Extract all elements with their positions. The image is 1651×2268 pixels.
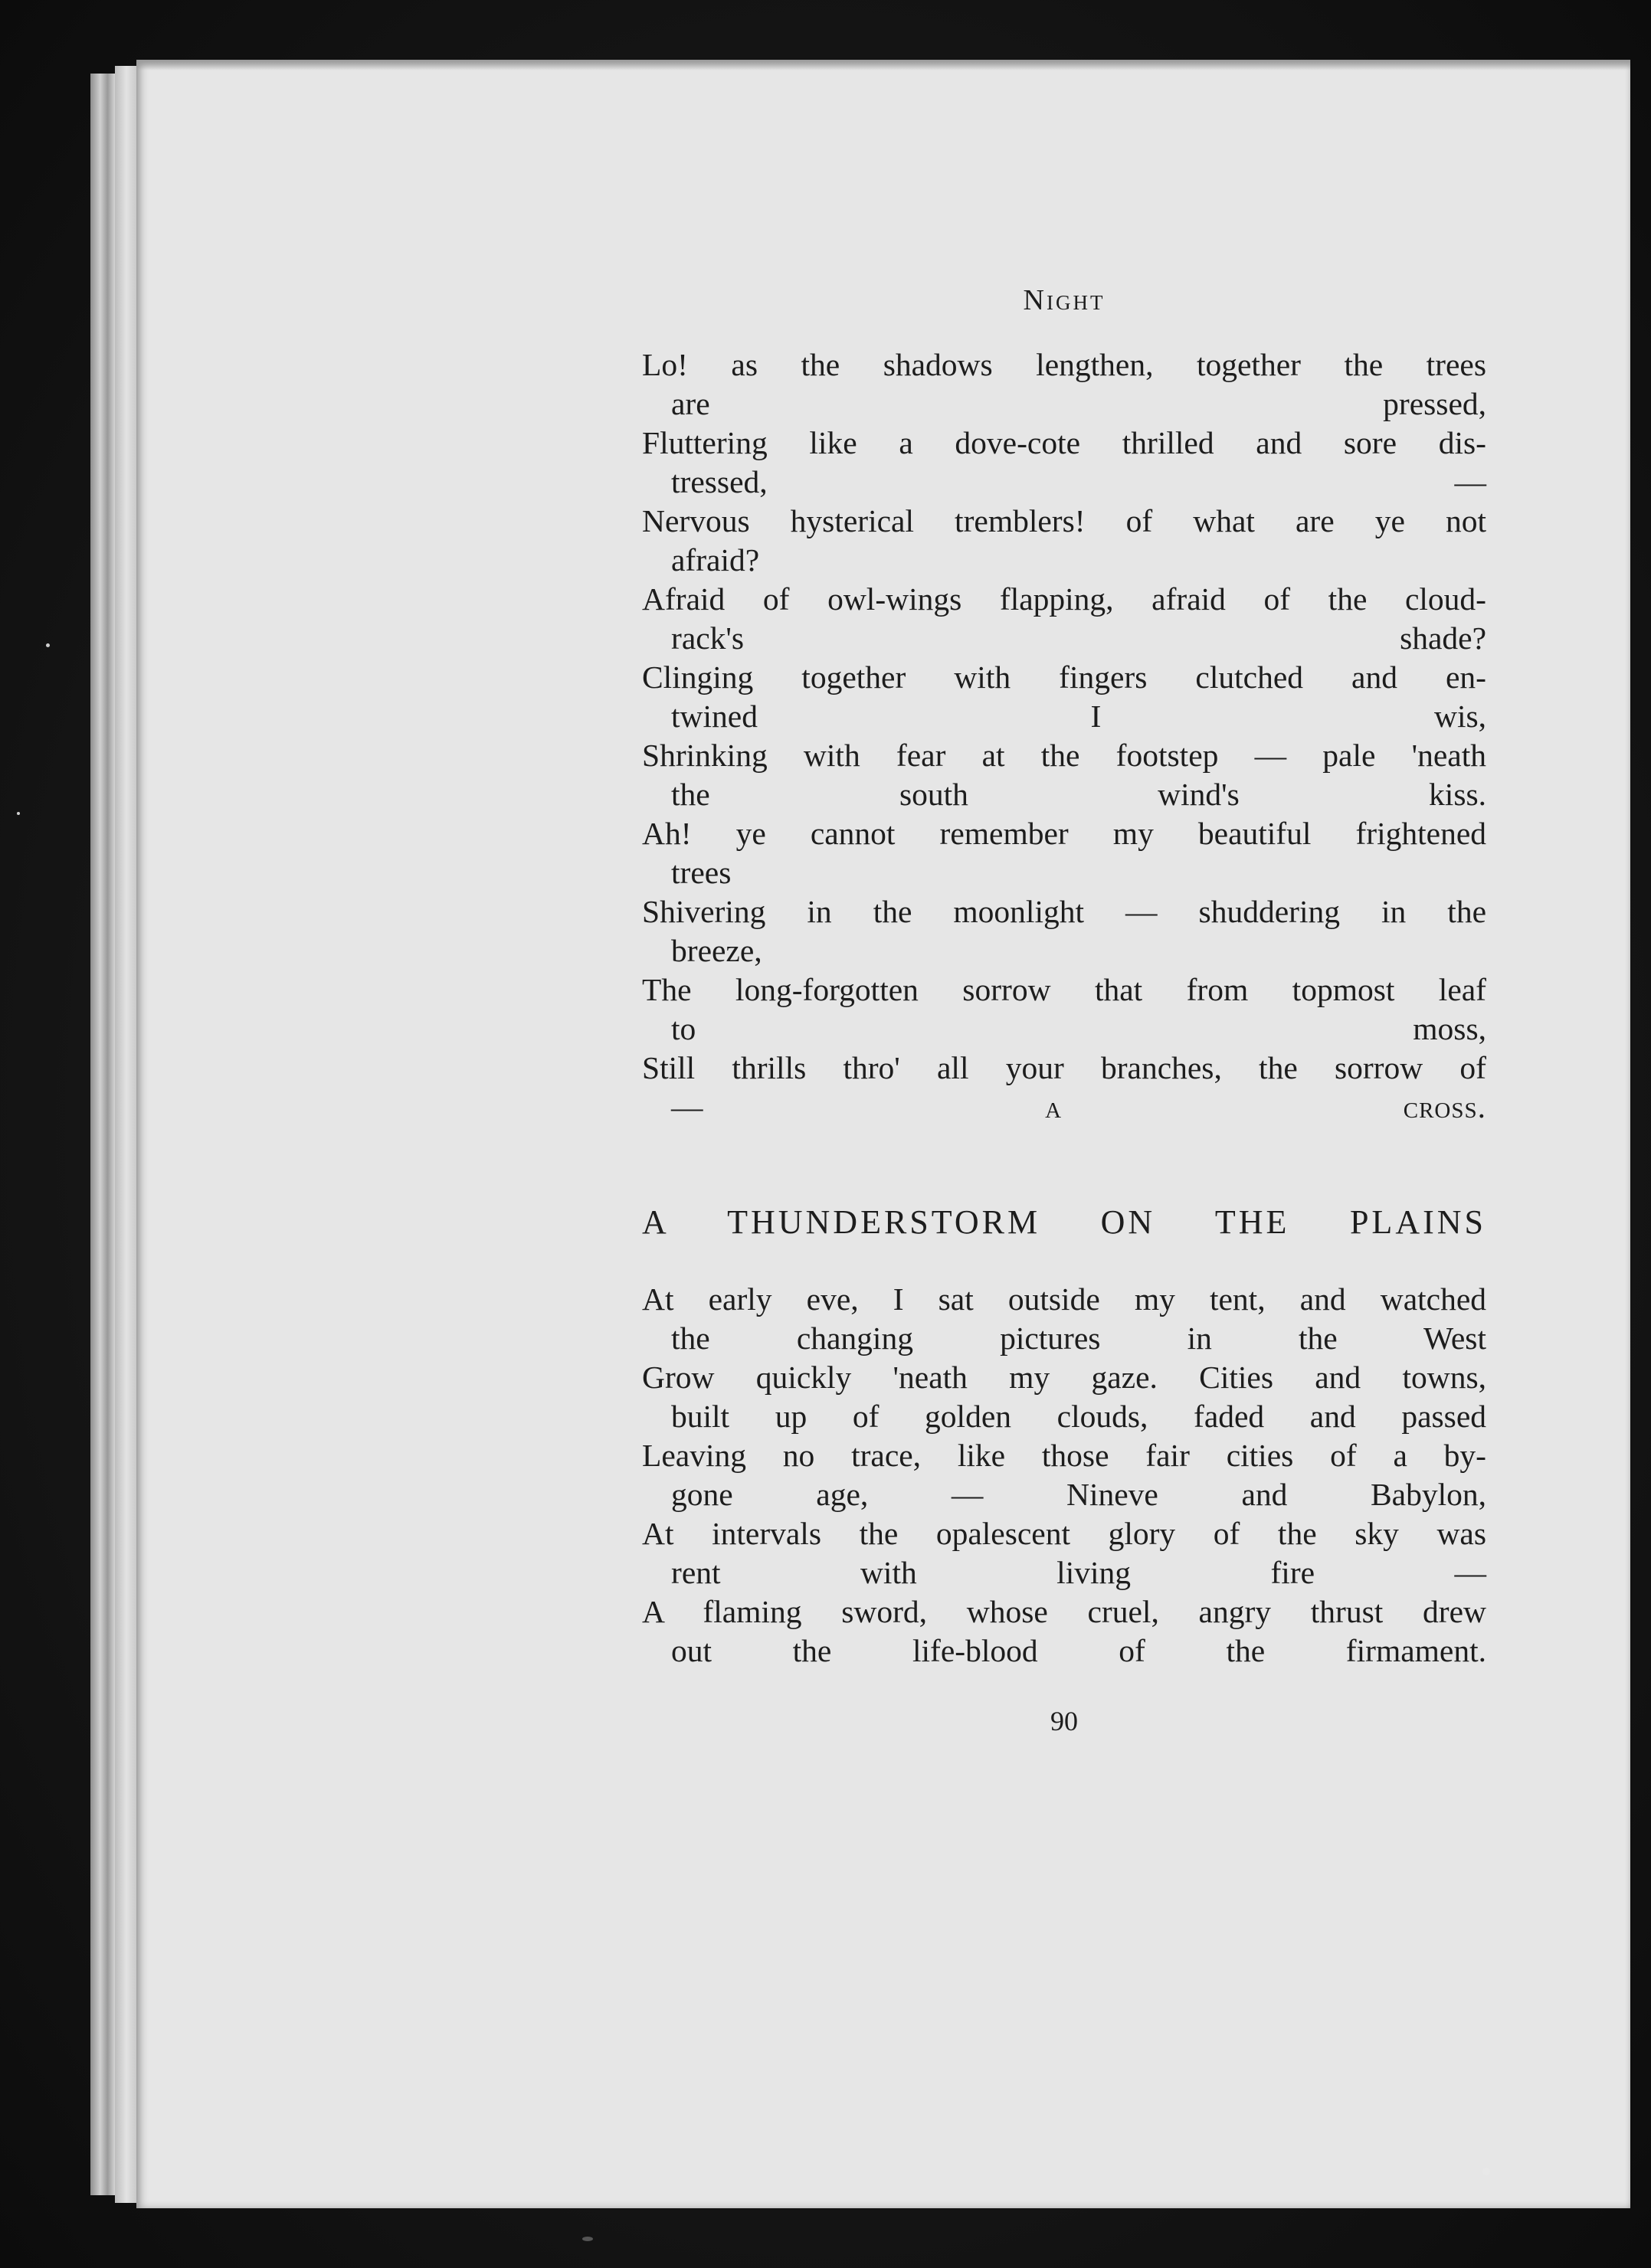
poem-title-night: Night (1023, 284, 1106, 316)
verse-line: Ah! ye cannot remember my beautiful frightened trees (642, 816, 1486, 890)
scan-speck (17, 812, 20, 815)
verse-line: Fluttering like a dove-cote thrilled and sore dis- tressed, — (642, 425, 1486, 499)
verse-line: Still thrills thro' all your branches, the sorrow of — a cross. (642, 1050, 1486, 1124)
verse-line: Clinging together with fingers clutched and en- twined I wis, (642, 659, 1486, 734)
page-number: 90 (1050, 1706, 1078, 1736)
verse-line: Afraid of owl-wings flapping, afraid of the cloud- rack's shade? (642, 581, 1486, 656)
verse-line: Lo! as the shadows lengthen, together the trees are pressed, (642, 347, 1486, 421)
verse-line: Shrinking with fear at the footstep — pale 'neath the south wind's kiss. (642, 738, 1486, 812)
verse-line: The long-forgotten sorrow that from topmost leaf to moss, (642, 972, 1486, 1046)
scan-speck (46, 643, 50, 647)
verse-line: Leaving no trace, like those fair cities of a by- gone age, — Nineve and Babylon, (642, 1438, 1486, 1512)
verse-line: Nervous hysterical tremblers! of what are ye not afraid? (642, 503, 1486, 578)
page-edges-inner (115, 66, 138, 2203)
scan-speck (582, 2237, 593, 2241)
poem-thunderstorm-verses (642, 1280, 1486, 1671)
verse-line: Shivering in the moonlight — shuddering in the breeze, (642, 894, 1486, 968)
poem-night-verses (642, 345, 1486, 1127)
page-edges (90, 74, 115, 2195)
scan-speck (1482, 2168, 1490, 2175)
verse-line: A flaming sword, whose cruel, angry thrust drew out the life-blood of the firmament. (642, 1594, 1486, 1668)
book-page (136, 60, 1630, 2208)
verse-line: Grow quickly 'neath my gaze. Cities and towns, built up of golden clouds, faded and passed (642, 1360, 1486, 1434)
verse-line: At intervals the opalescent glory of the sky was rent with living fire — (642, 1516, 1486, 1590)
page-top-shadow (136, 60, 1630, 70)
verse-line: At early eve, I sat outside my tent, and watched the changing pictures in the West (642, 1281, 1486, 1356)
poem-title-thunderstorm: A THUNDERSTORM ON THE PLAINS (642, 1203, 1486, 1241)
